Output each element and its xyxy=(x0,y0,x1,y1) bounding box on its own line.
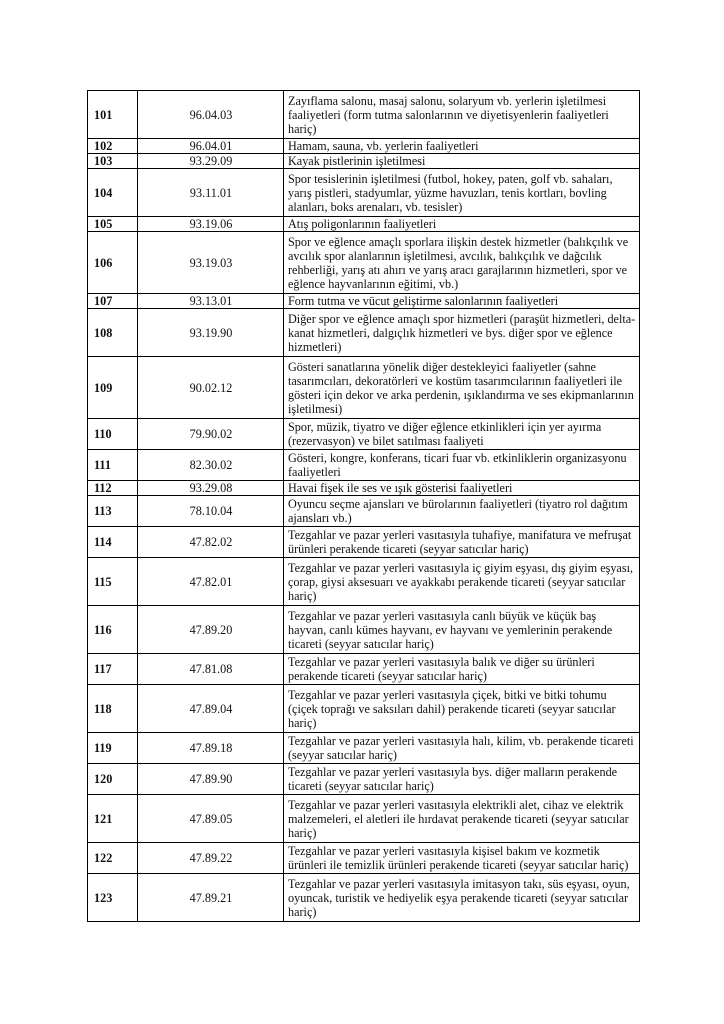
activity-description-cell: Havai fişek ile ses ve ışık gösterisi faaliyetleri xyxy=(284,481,640,496)
table-row xyxy=(88,558,640,606)
row-number-cell: 108 xyxy=(88,309,138,357)
activity-code-cell: 47.89.21 xyxy=(138,874,284,922)
table-row xyxy=(88,294,640,309)
activity-description-cell: Tezgahlar ve pazar yerleri vasıtasıyla tuhafiye, manifatura ve mefruşat ürünleri perakende ticareti (seyyar satıcılar hariç) xyxy=(284,527,640,558)
activity-code-cell: 47.89.05 xyxy=(138,795,284,843)
table-row xyxy=(88,309,640,357)
table-row xyxy=(88,91,640,139)
row-number-cell: 118 xyxy=(88,685,138,733)
table-row xyxy=(88,481,640,496)
activity-code-cell: 47.89.20 xyxy=(138,606,284,654)
activity-description-cell: Gösteri, kongre, konferans, ticari fuar vb. etkinliklerin organizasyonu faaliyetleri xyxy=(284,450,640,481)
activity-description-cell: Kayak pistlerinin işletilmesi xyxy=(284,154,640,169)
activity-code-cell: 47.89.18 xyxy=(138,733,284,764)
activity-code-cell: 96.04.03 xyxy=(138,91,284,139)
activity-description-cell: Spor ve eğlence amaçlı sporlara ilişkin destek hizmetler (balıkçılık ve avcılık spor alanlarının işletilmesi, avcılık, balıkçılık ve dağcılık rehberliği, yarış atı ahırı ve yarış aracı garajlarının hizmetleri, spor ve eğlence hayvanlarının eğitimi, vb.) xyxy=(284,232,640,294)
activity-description-cell: Tezgahlar ve pazar yerleri vasıtasıyla bys. diğer malların perakende ticareti (seyyar satıcılar hariç) xyxy=(284,764,640,795)
table-row xyxy=(88,450,640,481)
row-number-cell: 115 xyxy=(88,558,138,606)
activity-code-cell: 82.30.02 xyxy=(138,450,284,481)
activity-code-cell: 47.82.01 xyxy=(138,558,284,606)
table-row xyxy=(88,169,640,217)
activity-code-cell: 93.29.09 xyxy=(138,154,284,169)
row-number-cell: 113 xyxy=(88,496,138,527)
activity-code-cell: 93.11.01 xyxy=(138,169,284,217)
row-number-cell: 107 xyxy=(88,294,138,309)
table-body xyxy=(88,91,640,922)
row-number-cell: 102 xyxy=(88,139,138,154)
row-number-cell: 117 xyxy=(88,654,138,685)
row-number-cell: 103 xyxy=(88,154,138,169)
activity-description-cell: Zayıflama salonu, masaj salonu, solaryum vb. yerlerin işletilmesi faaliyetleri (form tutma salonlarının ve diyetisyenlerin faaliyetleri hariç) xyxy=(284,91,640,139)
activity-code-cell: 96.04.01 xyxy=(138,139,284,154)
row-number-cell: 109 xyxy=(88,357,138,419)
activity-description-cell: Tezgahlar ve pazar yerleri vasıtasıyla imitasyon takı, süs eşyası, oyun, oyuncak, turistik ve hediyelik eşya perakende ticareti (seyyar satıcılar hariç) xyxy=(284,874,640,922)
document-page xyxy=(87,90,639,922)
activity-description-cell: Oyuncu seçme ajansları ve bürolarının faaliyetleri (tiyatro rol dağıtım ajansları vb.) xyxy=(284,496,640,527)
row-number-cell: 116 xyxy=(88,606,138,654)
activity-description-cell: Tezgahlar ve pazar yerleri vasıtasıyla balık ve diğer su ürünleri perakende ticareti (seyyar satıcılar hariç) xyxy=(284,654,640,685)
activity-code-cell: 93.19.06 xyxy=(138,217,284,232)
activity-code-cell: 47.89.22 xyxy=(138,843,284,874)
activity-description-cell: Hamam, sauna, vb. yerlerin faaliyetleri xyxy=(284,139,640,154)
activity-description-cell: Atış poligonlarının faaliyetleri xyxy=(284,217,640,232)
activity-code-cell: 93.13.01 xyxy=(138,294,284,309)
table-row xyxy=(88,764,640,795)
activity-code-cell: 47.82.02 xyxy=(138,527,284,558)
activity-code-cell: 93.19.03 xyxy=(138,232,284,294)
table-row xyxy=(88,357,640,419)
table-row xyxy=(88,217,640,232)
table-row xyxy=(88,795,640,843)
activity-description-cell: Tezgahlar ve pazar yerleri vasıtasıyla iç giyim eşyası, dış giyim eşyası, çorap, giysi aksesuarı ve ayakkabı perakende ticareti (seyyar satıcılar hariç) xyxy=(284,558,640,606)
row-number-cell: 119 xyxy=(88,733,138,764)
table-row xyxy=(88,606,640,654)
activity-code-cell: 47.81.08 xyxy=(138,654,284,685)
activity-code-cell: 79.90.02 xyxy=(138,419,284,450)
table-row xyxy=(88,139,640,154)
activity-description-cell: Spor tesislerinin işletilmesi (futbol, hokey, paten, golf vb. sahaları, yarış pistleri, stadyumlar, yüzme havuzları, tenis kortları, bovling alanları, boks arenaları, vb. tesisler) xyxy=(284,169,640,217)
activity-description-cell: Tezgahlar ve pazar yerleri vasıtasıyla canlı büyük ve küçük baş hayvan, canlı kümes hayvanı, ev hayvanı ve yemlerinin perakende ticareti (seyyar satıcılar hariç) xyxy=(284,606,640,654)
table-row xyxy=(88,733,640,764)
activity-code-cell: 90.02.12 xyxy=(138,357,284,419)
activity-description-cell: Tezgahlar ve pazar yerleri vasıtasıyla halı, kilim, vb. perakende ticareti (seyyar satıcılar hariç) xyxy=(284,733,640,764)
table-row xyxy=(88,419,640,450)
activity-description-cell: Gösteri sanatlarına yönelik diğer destekleyici faaliyetler (sahne tasarımcıları, dekoratörleri ve kostüm tasarımcılarının faaliyetleri ile gösteri için dekor ve arka perdenin, ışıklandırma ve ses ekipmanlarının işletilmesi) xyxy=(284,357,640,419)
row-number-cell: 101 xyxy=(88,91,138,139)
activity-description-cell: Spor, müzik, tiyatro ve diğer eğlence etkinlikleri için yer ayırma (rezervasyon) ve bilet satılması faaliyeti xyxy=(284,419,640,450)
row-number-cell: 110 xyxy=(88,419,138,450)
row-number-cell: 114 xyxy=(88,527,138,558)
table-row xyxy=(88,843,640,874)
activity-code-cell: 93.29.08 xyxy=(138,481,284,496)
activity-code-cell: 93.19.90 xyxy=(138,309,284,357)
table-row xyxy=(88,496,640,527)
row-number-cell: 112 xyxy=(88,481,138,496)
activity-code-cell: 78.10.04 xyxy=(138,496,284,527)
activity-code-cell: 47.89.04 xyxy=(138,685,284,733)
row-number-cell: 120 xyxy=(88,764,138,795)
row-number-cell: 122 xyxy=(88,843,138,874)
row-number-cell: 121 xyxy=(88,795,138,843)
table-row xyxy=(88,154,640,169)
activity-code-cell: 47.89.90 xyxy=(138,764,284,795)
table-row xyxy=(88,685,640,733)
row-number-cell: 123 xyxy=(88,874,138,922)
table-row xyxy=(88,874,640,922)
activity-description-cell: Tezgahlar ve pazar yerleri vasıtasıyla elektrikli alet, cihaz ve elektrik malzemeleri, el aletleri ile hırdavat perakende ticareti (seyyar satıcılar hariç) xyxy=(284,795,640,843)
activity-description-cell: Tezgahlar ve pazar yerleri vasıtasıyla kişisel bakım ve kozmetik ürünleri ile temizlik ürünleri perakende ticareti (seyyar satıcılar hariç) xyxy=(284,843,640,874)
row-number-cell: 106 xyxy=(88,232,138,294)
activity-code-table xyxy=(87,90,640,922)
activity-description-cell: Tezgahlar ve pazar yerleri vasıtasıyla çiçek, bitki ve bitki tohumu (çiçek toprağı ve saksıları dahil) perakende ticareti (seyyar satıcılar hariç) xyxy=(284,685,640,733)
row-number-cell: 105 xyxy=(88,217,138,232)
row-number-cell: 111 xyxy=(88,450,138,481)
activity-description-cell: Diğer spor ve eğlence amaçlı spor hizmetleri (paraşüt hizmetleri, delta-kanat hizmetleri, dalgıçlık hizmetleri ve bys. diğer spor ve eğlence hizmetleri) xyxy=(284,309,640,357)
table-row xyxy=(88,654,640,685)
row-number-cell: 104 xyxy=(88,169,138,217)
table-row xyxy=(88,527,640,558)
table-row xyxy=(88,232,640,294)
activity-description-cell: Form tutma ve vücut geliştirme salonlarının faaliyetleri xyxy=(284,294,640,309)
